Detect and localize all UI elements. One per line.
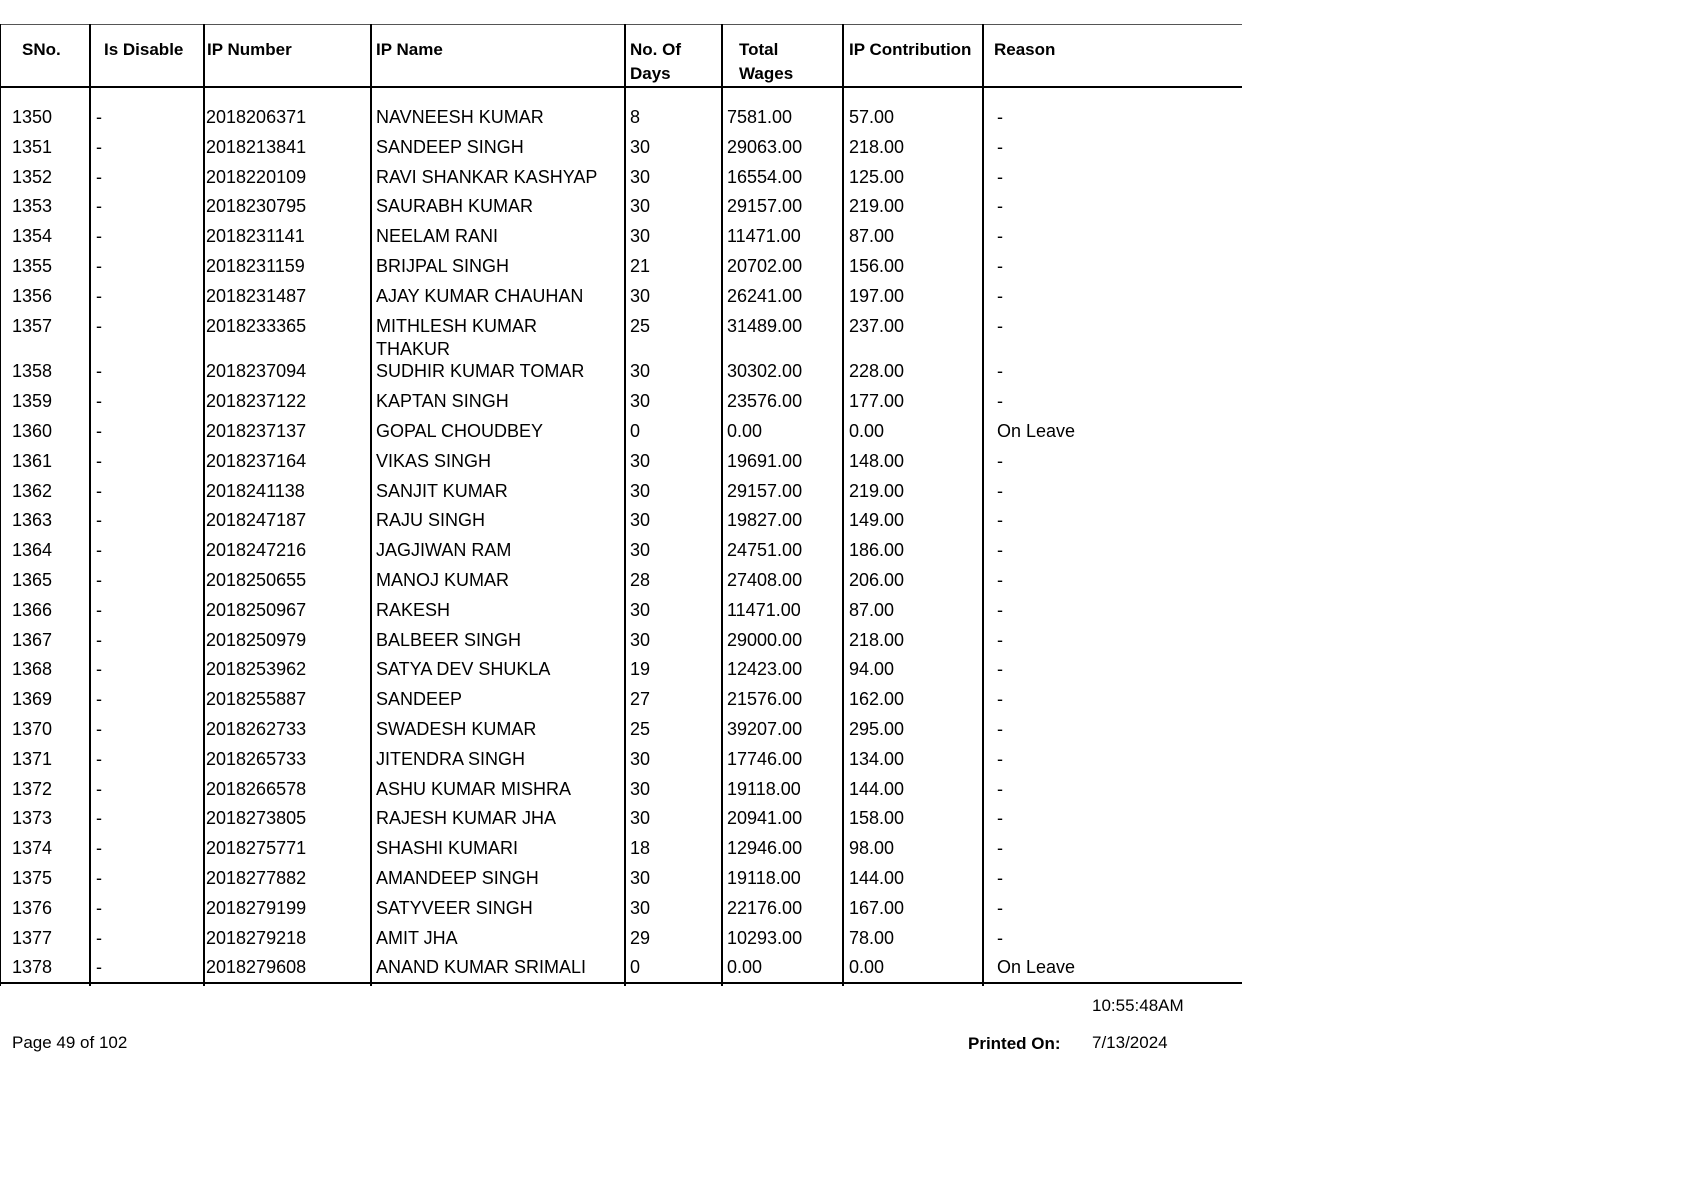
cell-sno: 1368 <box>12 659 53 680</box>
cell-contribution: 0.00 <box>849 957 885 978</box>
cell-ip-name: MITHLESH KUMAR THAKUR <box>376 315 538 359</box>
cell-ip-name: SANJIT KUMAR <box>376 480 508 501</box>
cell-is-disable: - <box>96 748 102 769</box>
cell-wages: 30302.00 <box>727 361 803 382</box>
cell-ip-name: MANOJ KUMAR <box>376 570 510 590</box>
cell-ip-name: AMANDEEP SINGH <box>376 868 539 888</box>
cell-sno: 1355 <box>12 256 53 276</box>
cell-ip-name: RAJESH KUMAR JHA <box>376 808 557 829</box>
cell-days: 28 <box>630 570 651 590</box>
column-divider <box>982 24 984 986</box>
cell-ip-name: JAGJIWAN RAM <box>376 540 512 561</box>
cell-contribution: 162.00 <box>849 689 905 710</box>
cell-ip-number: 2018262733 <box>206 719 307 739</box>
cell-contribution: 295.00 <box>849 719 905 739</box>
cell-is-disable: - <box>96 510 102 531</box>
cell-days: 29 <box>630 927 651 948</box>
column-header-wages: Total Wages <box>739 40 794 83</box>
table-bottom-border <box>0 982 1242 984</box>
cell-is-disable: - <box>96 480 102 501</box>
cell-ip-number: 2018266578 <box>206 778 307 799</box>
cell-sno: 1365 <box>12 570 53 590</box>
cell-reason: - <box>997 136 1003 157</box>
cell-is-disable: - <box>96 957 102 978</box>
cell-ip-name: SHASHI KUMARI <box>376 838 519 859</box>
cell-wages: 11471.00 <box>727 599 801 620</box>
cell-ip-number: 2018231159 <box>206 256 305 276</box>
cell-sno: 1377 <box>12 927 53 948</box>
cell-is-disable: - <box>96 897 102 918</box>
cell-reason: - <box>997 808 1003 829</box>
cell-sno: 1373 <box>12 808 53 829</box>
cell-ip-number: 2018237094 <box>206 361 307 382</box>
cell-contribution: 57.00 <box>849 107 895 127</box>
cell-wages: 26241.00 <box>727 285 803 306</box>
cell-wages: 17746.00 <box>727 748 803 769</box>
cell-contribution: 219.00 <box>849 196 905 217</box>
cell-contribution: 144.00 <box>849 868 905 888</box>
cell-is-disable: - <box>96 629 102 650</box>
cell-ip-number: 2018247216 <box>206 540 307 561</box>
cell-contribution: 197.00 <box>849 285 905 306</box>
cell-sno: 1352 <box>12 166 53 187</box>
cell-ip-name: SWADESH KUMAR <box>376 719 537 739</box>
cell-ip-number: 2018237164 <box>206 450 307 471</box>
cell-reason: On Leave <box>997 957 1076 978</box>
cell-is-disable: - <box>96 315 102 336</box>
cell-ip-name: GOPAL CHOUDBEY <box>376 421 544 441</box>
column-divider <box>842 24 844 986</box>
cell-is-disable: - <box>96 361 102 382</box>
cell-reason: - <box>997 256 1003 276</box>
cell-wages: 16554.00 <box>727 166 803 187</box>
cell-sno: 1366 <box>12 599 53 620</box>
cell-ip-name: SANDEEP SINGH <box>376 136 524 157</box>
cell-is-disable: - <box>96 808 102 829</box>
printed-date: 7/13/2024 <box>1092 1033 1168 1052</box>
cell-wages: 19118.00 <box>727 778 801 799</box>
cell-ip-name: SANDEEP <box>376 689 463 710</box>
cell-ip-name: RAKESH <box>376 599 451 620</box>
cell-ip-number: 2018279218 <box>206 927 307 948</box>
cell-is-disable: - <box>96 421 102 441</box>
cell-sno: 1360 <box>12 421 53 441</box>
cell-days: 30 <box>630 285 651 306</box>
column-divider <box>203 24 205 986</box>
cell-days: 30 <box>630 450 651 471</box>
cell-reason: - <box>997 510 1003 531</box>
cell-is-disable: - <box>96 570 102 590</box>
cell-reason: - <box>997 719 1003 739</box>
cell-ip-name: SAURABH KUMAR <box>376 196 534 217</box>
cell-is-disable: - <box>96 166 102 187</box>
cell-reason: - <box>997 748 1003 769</box>
cell-sno: 1351 <box>12 136 53 157</box>
printed-on-label: Printed On: <box>968 1034 1061 1053</box>
printed-time: 10:55:48AM <box>1092 996 1184 1015</box>
cell-sno: 1367 <box>12 629 53 650</box>
cell-ip-name: RAVI SHANKAR KASHYAP <box>376 166 598 187</box>
cell-is-disable: - <box>96 659 102 680</box>
cell-days: 30 <box>630 808 651 829</box>
cell-contribution: 186.00 <box>849 540 905 561</box>
cell-sno: 1363 <box>12 510 53 531</box>
cell-days: 30 <box>630 196 651 217</box>
cell-ip-name: JITENDRA SINGH <box>376 748 526 769</box>
cell-reason: - <box>997 778 1003 799</box>
cell-contribution: 167.00 <box>849 897 905 918</box>
cell-contribution: 148.00 <box>849 450 905 471</box>
cell-days: 30 <box>630 391 651 412</box>
cell-ip-number: 2018241138 <box>206 480 305 501</box>
cell-ip-number: 2018233365 <box>206 315 307 336</box>
cell-ip-name: SATYA DEV SHUKLA <box>376 659 551 680</box>
cell-contribution: 237.00 <box>849 315 905 336</box>
cell-days: 0 <box>630 957 641 978</box>
cell-wages: 29157.00 <box>727 480 803 501</box>
cell-ip-name: ASHU KUMAR MISHRA <box>376 778 572 799</box>
cell-reason: - <box>997 838 1003 859</box>
cell-contribution: 134.00 <box>849 748 905 769</box>
table-top-border <box>0 24 1242 25</box>
cell-is-disable: - <box>96 599 102 620</box>
cell-wages: 31489.00 <box>727 315 803 336</box>
cell-ip-number: 2018250967 <box>206 599 307 620</box>
cell-contribution: 218.00 <box>849 136 905 157</box>
cell-sno: 1369 <box>12 689 53 710</box>
cell-contribution: 228.00 <box>849 361 905 382</box>
page-number: Page 49 of 102 <box>12 1033 128 1052</box>
cell-reason: - <box>997 570 1003 590</box>
cell-wages: 27408.00 <box>727 570 803 590</box>
cell-wages: 10293.00 <box>727 927 803 948</box>
cell-contribution: 156.00 <box>849 256 905 276</box>
cell-days: 27 <box>630 689 651 710</box>
cell-sno: 1374 <box>12 838 53 859</box>
cell-ip-number: 2018279199 <box>206 897 307 918</box>
column-header-contribution: IP Contribution <box>849 40 972 59</box>
cell-ip-number: 2018273805 <box>206 808 307 829</box>
cell-wages: 20702.00 <box>727 256 803 276</box>
cell-days: 19 <box>630 659 651 680</box>
cell-days: 30 <box>630 778 651 799</box>
cell-wages: 19827.00 <box>727 510 803 531</box>
column-divider <box>89 24 91 986</box>
cell-sno: 1362 <box>12 480 53 501</box>
cell-is-disable: - <box>96 450 102 471</box>
cell-wages: 39207.00 <box>727 719 803 739</box>
cell-ip-number: 2018247187 <box>206 510 307 531</box>
cell-is-disable: - <box>96 778 102 799</box>
cell-wages: 21576.00 <box>727 689 803 710</box>
cell-reason: - <box>997 391 1003 412</box>
cell-sno: 1357 <box>12 315 53 336</box>
cell-wages: 7581.00 <box>727 107 793 127</box>
cell-contribution: 158.00 <box>849 808 905 829</box>
header-bottom-border <box>0 86 1242 88</box>
column-header-reason: Reason <box>994 40 1056 59</box>
cell-sno: 1376 <box>12 897 53 918</box>
cell-ip-number: 2018255887 <box>206 689 307 710</box>
cell-ip-name: NAVNEESH KUMAR <box>376 107 544 127</box>
cell-days: 0 <box>630 421 641 441</box>
cell-sno: 1378 <box>12 957 53 978</box>
cell-wages: 19118.00 <box>727 868 801 888</box>
cell-ip-name: NEELAM RANI <box>376 226 499 247</box>
cell-contribution: 87.00 <box>849 599 895 620</box>
cell-contribution: 219.00 <box>849 480 905 501</box>
cell-ip-number: 2018230795 <box>206 196 307 217</box>
cell-wages: 12423.00 <box>727 659 803 680</box>
cell-wages: 11471.00 <box>727 226 801 247</box>
cell-wages: 0.00 <box>727 421 763 441</box>
cell-ip-name: RAJU SINGH <box>376 510 486 531</box>
cell-ip-number: 2018265733 <box>206 748 307 769</box>
cell-sno: 1375 <box>12 868 53 888</box>
column-header-is-disable: Is Disable <box>104 40 184 59</box>
cell-sno: 1370 <box>12 719 53 739</box>
cell-ip-number: 2018206371 <box>206 107 307 127</box>
cell-days: 30 <box>630 629 651 650</box>
cell-days: 30 <box>630 540 651 561</box>
cell-ip-number: 2018275771 <box>206 838 307 859</box>
cell-ip-number: 2018279608 <box>206 957 307 978</box>
cell-reason: - <box>997 166 1003 187</box>
cell-reason: - <box>997 226 1003 247</box>
cell-sno: 1350 <box>12 107 53 127</box>
cell-ip-name: ANAND KUMAR SRIMALI <box>376 957 587 978</box>
cell-sno: 1354 <box>12 226 53 247</box>
cell-days: 25 <box>630 315 651 336</box>
cell-is-disable: - <box>96 196 102 217</box>
cell-reason: - <box>997 659 1003 680</box>
cell-reason: - <box>997 285 1003 306</box>
cell-contribution: 144.00 <box>849 778 905 799</box>
cell-reason: - <box>997 107 1003 127</box>
column-header-sno: SNo. <box>22 40 61 59</box>
cell-ip-name: BRIJPAL SINGH <box>376 256 510 276</box>
cell-contribution: 177.00 <box>849 391 905 412</box>
cell-sno: 1372 <box>12 778 53 799</box>
cell-is-disable: - <box>96 719 102 739</box>
cell-days: 30 <box>630 361 651 382</box>
cell-reason: - <box>997 927 1003 948</box>
cell-ip-name: SATYVEER SINGH <box>376 897 533 918</box>
cell-days: 30 <box>630 480 651 501</box>
cell-wages: 12946.00 <box>727 838 803 859</box>
cell-ip-number: 2018253962 <box>206 659 307 680</box>
cell-is-disable: - <box>96 927 102 948</box>
cell-wages: 23576.00 <box>727 391 803 412</box>
cell-ip-name: BALBEER SINGH <box>376 629 522 650</box>
cell-reason: - <box>997 689 1003 710</box>
cell-contribution: 125.00 <box>849 166 905 187</box>
cell-days: 25 <box>630 719 651 739</box>
column-header-days: No. Of Days <box>630 40 681 83</box>
cell-wages: 29157.00 <box>727 196 803 217</box>
cell-sno: 1353 <box>12 196 53 217</box>
column-divider <box>370 24 372 986</box>
cell-days: 8 <box>630 107 641 127</box>
cell-days: 18 <box>630 838 651 859</box>
cell-reason: - <box>997 868 1003 888</box>
cell-is-disable: - <box>96 689 102 710</box>
cell-ip-number: 2018213841 <box>206 136 307 157</box>
cell-is-disable: - <box>96 868 102 888</box>
column-divider <box>721 24 723 986</box>
cell-is-disable: - <box>96 226 102 247</box>
cell-ip-number: 2018231487 <box>206 285 307 306</box>
cell-ip-name: SUDHIR KUMAR TOMAR <box>376 361 585 382</box>
cell-reason: - <box>997 599 1003 620</box>
cell-days: 30 <box>630 748 651 769</box>
cell-wages: 24751.00 <box>727 540 803 561</box>
cell-is-disable: - <box>96 256 102 276</box>
cell-reason: - <box>997 629 1003 650</box>
cell-ip-number: 2018250979 <box>206 629 307 650</box>
cell-ip-number: 2018277882 <box>206 868 307 888</box>
cell-ip-name: AJAY KUMAR CHAUHAN <box>376 285 584 306</box>
cell-sno: 1358 <box>12 361 53 382</box>
cell-sno: 1364 <box>12 540 53 561</box>
cell-wages: 22176.00 <box>727 897 803 918</box>
cell-wages: 29000.00 <box>727 629 803 650</box>
cell-wages: 29063.00 <box>727 136 803 157</box>
cell-reason: On Leave <box>997 421 1076 441</box>
cell-ip-number: 2018231141 <box>206 226 305 247</box>
cell-contribution: 149.00 <box>849 510 905 531</box>
cell-sno: 1359 <box>12 391 53 412</box>
cell-days: 30 <box>630 226 651 247</box>
cell-ip-number: 2018237122 <box>206 391 307 412</box>
cell-ip-name: VIKAS SINGH <box>376 450 492 471</box>
cell-contribution: 78.00 <box>849 927 895 948</box>
cell-days: 30 <box>630 166 651 187</box>
cell-reason: - <box>997 897 1003 918</box>
column-header-ip-number: IP Number <box>207 40 292 59</box>
cell-contribution: 218.00 <box>849 629 905 650</box>
cell-ip-number: 2018220109 <box>206 166 307 187</box>
cell-reason: - <box>997 480 1003 501</box>
cell-reason: - <box>997 196 1003 217</box>
cell-days: 30 <box>630 868 651 888</box>
cell-days: 30 <box>630 136 651 157</box>
cell-is-disable: - <box>96 391 102 412</box>
cell-contribution: 87.00 <box>849 226 895 247</box>
cell-is-disable: - <box>96 136 102 157</box>
cell-sno: 1356 <box>12 285 53 306</box>
cell-days: 30 <box>630 510 651 531</box>
cell-reason: - <box>997 315 1003 336</box>
column-divider <box>0 24 1 986</box>
cell-contribution: 206.00 <box>849 570 905 590</box>
cell-is-disable: - <box>96 285 102 306</box>
cell-sno: 1371 <box>12 748 53 769</box>
cell-ip-name: KAPTAN SINGH <box>376 391 509 412</box>
cell-wages: 19691.00 <box>727 450 803 471</box>
cell-ip-number: 2018237137 <box>206 421 307 441</box>
cell-ip-number: 2018250655 <box>206 570 307 590</box>
cell-days: 21 <box>630 256 651 276</box>
cell-reason: - <box>997 540 1003 561</box>
column-divider <box>624 24 626 986</box>
cell-days: 30 <box>630 897 651 918</box>
cell-wages: 0.00 <box>727 957 763 978</box>
cell-contribution: 98.00 <box>849 838 895 859</box>
cell-is-disable: - <box>96 540 102 561</box>
cell-days: 30 <box>630 599 651 620</box>
cell-is-disable: - <box>96 107 102 127</box>
cell-ip-name: AMIT JHA <box>376 927 458 948</box>
cell-reason: - <box>997 361 1003 382</box>
cell-wages: 20941.00 <box>727 808 803 829</box>
cell-sno: 1361 <box>12 450 53 471</box>
cell-reason: - <box>997 450 1003 471</box>
cell-contribution: 0.00 <box>849 421 885 441</box>
cell-is-disable: - <box>96 838 102 859</box>
column-header-ip-name: IP Name <box>376 40 443 59</box>
cell-contribution: 94.00 <box>849 659 895 680</box>
